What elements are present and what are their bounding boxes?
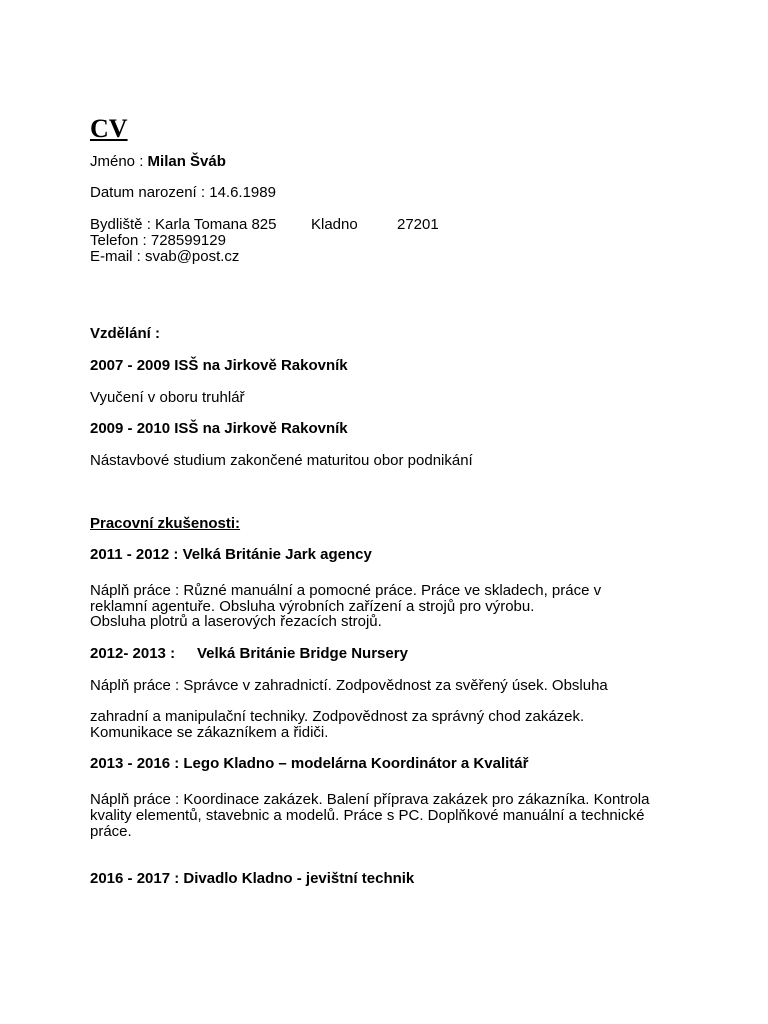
work-item-3-desc-line-3: práce.	[90, 823, 132, 840]
work-item-1-period: 2011 - 2012 : Velká Británie Jark agency	[90, 546, 372, 563]
work-item-3-desc-line-2: kvality elementů, stavebnic a modelů. Práce s PC. Doplňkové manuální a technické	[90, 807, 645, 824]
name-value: Milan Šváb	[147, 153, 226, 170]
work-item-4-period: 2016 - 2017 : Divadlo Kladno - jevištní technik	[90, 870, 415, 887]
work-item-1-desc-line-1: Náplň práce : Různé manuální a pomocné práce. Práce ve skladech, práce v	[90, 582, 602, 599]
education-item-1-period: 2007 - 2009 ISŠ na Jirkově Rakovník	[90, 357, 348, 374]
work-item-2-desc-line-3: Komunikace se zákazníkem a řidiči.	[90, 724, 329, 741]
email: E-mail : svab@post.cz	[90, 248, 240, 265]
work-heading: Pracovní zkušenosti:	[90, 515, 241, 532]
education-item-2-period: 2009 - 2010 ISŠ na Jirkově Rakovník	[90, 420, 348, 437]
work-item-2-desc-line-1: Náplň práce : Správce v zahradnictí. Zodpovědnost za svěřený úsek. Obsluha	[90, 677, 608, 694]
work-item-2-desc-line-2: zahradní a manipulační techniky. Zodpovědnost za správný chod zakázek.	[90, 708, 585, 725]
name-label: Jméno :	[90, 153, 148, 170]
phone: Telefon : 728599129	[90, 232, 226, 249]
work-item-3-period: 2013 - 2016 : Lego Kladno – modelárna Koordinátor a Kvalitář	[90, 755, 529, 772]
work-item-2-place: Velká Británie Bridge Nursery	[197, 645, 408, 662]
work-item-2-period	[90, 645, 408, 662]
address-zip: 27201	[397, 216, 439, 233]
address-street: Bydliště : Karla Tomana 825	[90, 216, 277, 233]
education-item-2-desc: Nástavbové studium zakončené maturitou obor podnikání	[90, 452, 473, 469]
address-city: Kladno	[311, 216, 358, 233]
address-line	[90, 216, 439, 233]
work-item-2-date: 2012- 2013 :	[90, 645, 176, 662]
work-item-3-desc-line-1: Náplň práce : Koordinace zakázek. Balení příprava zakázek pro zákazníka. Kontrola	[90, 791, 650, 808]
name-line	[90, 153, 226, 170]
education-item-1-desc: Vyučení v oboru truhlář	[90, 389, 245, 406]
education-heading: Vzdělání :	[90, 325, 161, 342]
cv-title: CV	[90, 114, 128, 143]
birth-date: Datum narození : 14.6.1989	[90, 184, 276, 201]
work-item-1-desc-line-2: reklamní agentuře. Obsluha výrobních zařízení a strojů pro výrobu.	[90, 598, 535, 615]
work-item-1-desc-line-3: Obsluha plotrů a laserových řezacích strojů.	[90, 613, 382, 630]
